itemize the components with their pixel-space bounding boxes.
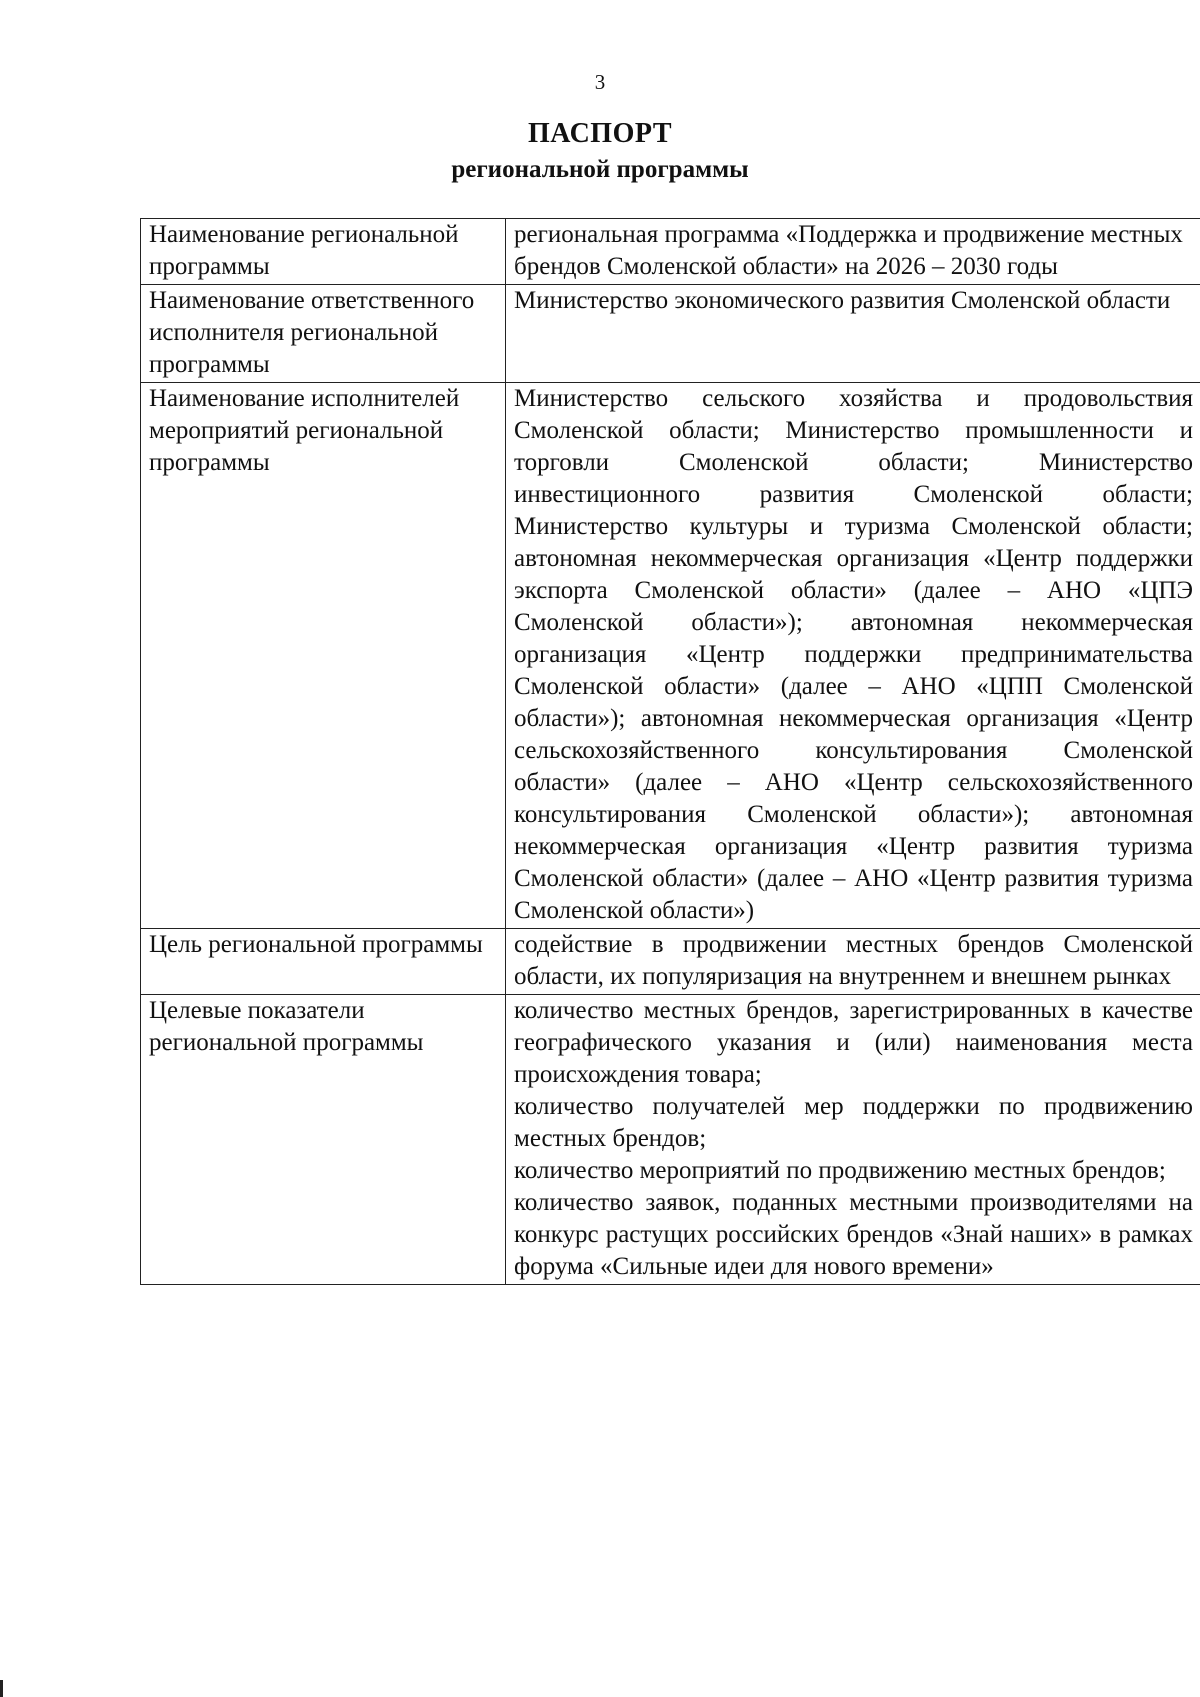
row-label: Целевые показатели региональной программы [141,995,506,1285]
row-label: Наименование ответственного исполнителя региональной программы [141,285,506,383]
document-title: ПАСПОРТ [527,118,672,149]
indicator-item: количество местных брендов, зарегистрированных в качестве географического указания и (или) наименования места происхождения товара; [514,997,1193,1088]
table-row [141,219,1200,285]
page-number: 3 [594,70,606,94]
table-row [141,929,1200,995]
row-label: Наименование региональной программы [141,219,506,285]
row-value: содействие в продвижении местных брендов Смоленской области, их популяризация на внутреннем и внешнем рынках [506,929,1200,995]
table-row [141,995,1200,1285]
row-value-list [506,995,1200,1285]
passport-table [140,218,1200,1285]
indicator-item: количество мероприятий по продвижению местных брендов; [514,1157,1166,1184]
row-label: Наименование исполнителей мероприятий региональной программы [141,383,506,929]
row-label: Цель региональной программы [141,929,506,995]
table-row [141,285,1200,383]
indicator-item: количество получателей мер поддержки по продвижению местных брендов; [514,1093,1193,1152]
row-value: региональная программа «Поддержка и продвижение местных брендов Смоленской области» на 2026 – 2030 годы [506,219,1200,285]
document-subtitle: региональной программы [451,156,749,183]
indicator-item: количество заявок, поданных местными производителями на конкурс растущих российских брендов «Знай наших» в рамках форума «Сильные идеи для нового времени» [514,1189,1193,1280]
row-value: Министерство экономического развития Смоленской области [506,285,1200,383]
row-value: Министерство сельского хозяйства и продовольствия Смоленской области; Министерство промышленности и торговли Смоленской области; Министерство инвестиционного развития Смоленской области; Министерство культуры и туризма Смоленской области; автономная некоммерческая организация «Центр поддержки экспорта Смоленской области» (далее – АНО «ЦПЭ Смоленской области»); автономная некоммерческая организация «Центр поддержки предпринимательства Смоленской области» (далее – АНО «ЦПП Смоленской области»); автономная некоммерческая организация «Центр сельскохозяйственного консультирования Смоленской области» (далее – АНО «Центр сельскохозяйственного консультирования Смоленской области»); автономная некоммерческая организация «Центр развития туризма Смоленской области» (далее – АНО «Центр развития туризма Смоленской области») [506,383,1200,929]
table-row [141,383,1200,929]
margin-mark [0,1680,3,1697]
